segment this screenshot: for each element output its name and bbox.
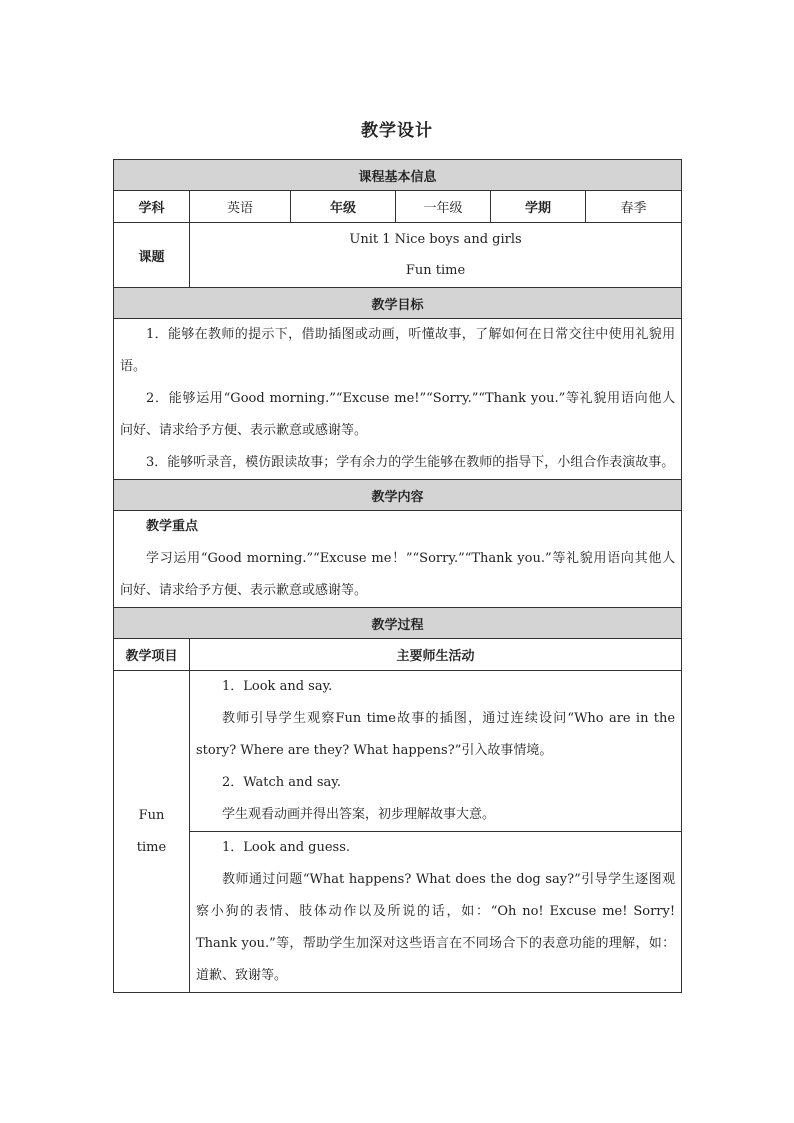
teaching-item-column-header: 教学项目 bbox=[114, 639, 190, 671]
activity-block-1 bbox=[190, 671, 682, 832]
activity-step: 教师引导学生观察Fun time故事的插图，通过连续设问“Who are in the story? Where are they? What happens?”引入故事情境。 bbox=[196, 711, 676, 758]
activities-column-header: 主要师生活动 bbox=[190, 639, 682, 671]
activity-step: 教师通过问题“What happens? What does the dog say?”引导学生逐图观察小狗的表情、肢体动作以及所说的话，如：“Oh no! Excuse me! Sorry! Thank you.”等，帮助学生加深对这些语言在不同场合下的表意功能的理解，如：道歉、致谢等。 bbox=[196, 872, 676, 983]
basic-info-header: 课程基本信息 bbox=[114, 160, 682, 191]
objective-item: 3．能够听录音，模仿跟读故事；学有余力的学生能够在教师的指导下，小组合作表演故事。 bbox=[146, 455, 675, 470]
objectives-body bbox=[114, 319, 682, 480]
topic-value bbox=[190, 223, 682, 288]
content-header: 教学内容 bbox=[114, 480, 682, 511]
teaching-item-cell bbox=[114, 671, 190, 993]
objectives-header: 教学目标 bbox=[114, 288, 682, 319]
teaching-item-line-1: Fun bbox=[138, 807, 165, 823]
document-title: 教学设计 bbox=[361, 121, 433, 141]
objective-item: 1．能够在教师的提示下，借助插图或动画，听懂故事，了解如何在日常交往中使用礼貌用语。 bbox=[120, 327, 676, 374]
term-label: 学期 bbox=[491, 191, 586, 223]
lesson-plan-table-wrapper bbox=[113, 159, 681, 993]
topic-line-2: Fun time bbox=[405, 263, 466, 278]
activity-block-2 bbox=[190, 832, 682, 993]
grade-value: 一年级 bbox=[396, 191, 491, 223]
term-value: 春季 bbox=[586, 191, 682, 223]
lesson-plan-table bbox=[113, 159, 682, 993]
activity-step: 2．Watch and say. bbox=[222, 775, 342, 790]
activity-step: 1．Look and guess. bbox=[222, 840, 351, 855]
subject-label: 学科 bbox=[114, 191, 190, 223]
objective-item: 2．能够运用“Good morning.”“Excuse me!”“Sorry.”“Thank you.”等礼貌用语向他人问好、请求给予方便、表示歉意或感谢等。 bbox=[120, 391, 676, 438]
teaching-item-line-2: time bbox=[136, 839, 167, 855]
grade-label: 年级 bbox=[291, 191, 396, 223]
content-body bbox=[114, 511, 682, 608]
activity-step: 1．Look and say. bbox=[222, 679, 333, 694]
key-focus-text: 学习运用“Good morning.”“Excuse me！”“Sorry.”“Thank you.”等礼貌用语向其他人问好、请求给予方便、表示歉意或感谢等。 bbox=[120, 551, 676, 598]
subject-value: 英语 bbox=[190, 191, 291, 223]
activity-step: 学生观看动画并得出答案，初步理解故事大意。 bbox=[222, 807, 496, 822]
process-header: 教学过程 bbox=[114, 608, 682, 639]
topic-label: 课题 bbox=[114, 223, 190, 288]
topic-line-1: Unit 1 Nice boys and girls bbox=[349, 232, 522, 247]
key-focus-label: 教学重点 bbox=[146, 519, 199, 534]
